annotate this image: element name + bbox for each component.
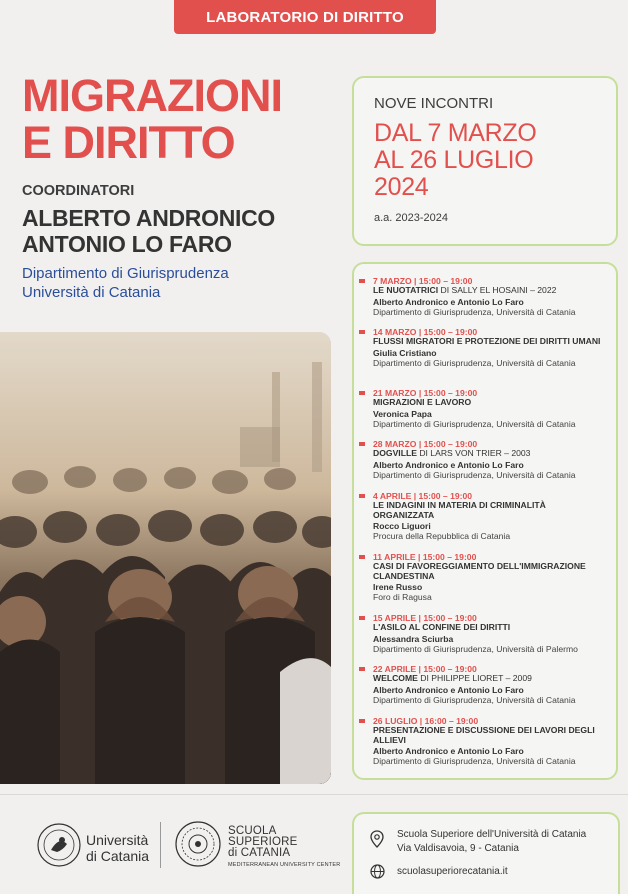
ssc-logo-text bbox=[228, 826, 298, 859]
event-item bbox=[373, 327, 609, 368]
event-speaker: Alberto Andronico e Antonio Lo Faro bbox=[373, 459, 524, 470]
event-item bbox=[373, 716, 609, 766]
event-title-main: FLUSSI MIGRATORI E PROTEZIONE DEI DIRITTI UMANI bbox=[373, 336, 601, 346]
bullet-marker bbox=[359, 330, 365, 334]
event-title bbox=[373, 562, 609, 581]
ssc-line: di CATANIA bbox=[228, 847, 291, 859]
ssc-line: SUPERIORE bbox=[228, 836, 298, 848]
event-speaker: Alessandra Sciurba bbox=[373, 633, 454, 644]
event-title-rest: DI SALLY EL HOSAINI – 2022 bbox=[438, 285, 557, 295]
event-title-main: L'ASILO AL CONFINE DEI DIRITTI bbox=[373, 622, 511, 632]
date-range bbox=[374, 120, 536, 201]
event-item bbox=[373, 388, 609, 429]
event-affiliation: Foro di Ragusa bbox=[373, 592, 432, 603]
event-speaker: Irene Russo bbox=[373, 582, 423, 593]
event-speaker: Alberto Andronico e Antonio Lo Faro bbox=[373, 684, 524, 695]
event-affiliation: Dipartimento di Giurisprudenza, Università di Catania bbox=[373, 756, 576, 767]
event-item bbox=[373, 613, 609, 654]
bullet-marker bbox=[359, 719, 365, 723]
event-title bbox=[373, 726, 609, 745]
bullet-marker bbox=[359, 494, 365, 498]
ssc-emblem-icon bbox=[170, 818, 226, 870]
meetings-count: NOVE INCONTRI bbox=[374, 95, 494, 112]
crowd-illustration bbox=[0, 332, 331, 784]
event-item bbox=[373, 276, 609, 317]
event-title bbox=[373, 337, 609, 347]
date-range-line: AL 26 LUGLIO bbox=[374, 146, 534, 174]
address-line: Via Valdisavoia, 9 - Catania bbox=[397, 843, 519, 854]
event-title bbox=[373, 674, 609, 684]
bullet-marker bbox=[359, 391, 365, 395]
coordinators-department bbox=[22, 264, 229, 302]
bullet-marker bbox=[359, 442, 365, 446]
event-date: 7 MARZO | 15:00 – 19:00 bbox=[373, 276, 473, 286]
event-speaker: Giulia Cristiano bbox=[373, 347, 437, 358]
coordinator-name: ANTONIO LO FARO bbox=[22, 231, 232, 257]
date-range-line: 2024 bbox=[374, 173, 429, 201]
event-title-main: WELCOME bbox=[373, 673, 418, 683]
event-speaker: Rocco Liguori bbox=[373, 521, 431, 532]
event-title-main: MIGRAZIONI E LAVORO bbox=[373, 397, 472, 407]
event-title bbox=[373, 623, 609, 633]
event-title bbox=[373, 449, 609, 459]
address bbox=[397, 828, 586, 856]
event-item bbox=[373, 552, 609, 602]
coordinator-name: ALBERTO ANDRONICO bbox=[22, 205, 276, 231]
event-date: 15 APRILE | 15:00 – 19:00 bbox=[373, 613, 477, 623]
event-affiliation: Dipartimento di Giurisprudenza, Università di Catania bbox=[373, 357, 576, 368]
dates-box bbox=[352, 76, 618, 246]
event-date: 26 LUGLIO | 16:00 – 19:00 bbox=[373, 716, 479, 726]
event-title-main: LE NUOTATRICI bbox=[373, 285, 439, 295]
event-title bbox=[373, 501, 609, 520]
dept-line: Università di Catania bbox=[22, 284, 161, 301]
event-date: 22 APRILE | 15:00 – 19:00 bbox=[373, 664, 477, 674]
event-affiliation: Procura della Repubblica di Catania bbox=[373, 531, 511, 542]
date-range-line: DAL 7 MARZO bbox=[374, 119, 537, 147]
coordinators-names bbox=[22, 205, 275, 257]
event-date: 4 APRILE | 15:00 – 19:00 bbox=[373, 491, 473, 501]
schedule-box bbox=[352, 262, 618, 780]
event-date: 21 MARZO | 15:00 – 19:00 bbox=[373, 388, 478, 398]
bullet-marker bbox=[359, 279, 365, 283]
event-date: 11 APRILE | 15:00 – 19:00 bbox=[373, 552, 477, 562]
crowd-photo bbox=[0, 332, 331, 784]
unict-seal-icon bbox=[36, 822, 82, 868]
coordinators-label: COORDINATORI bbox=[22, 183, 135, 199]
event-title-main: LE INDAGINI IN MATERIA DI CRIMINALITÀ ORGANIZZATA bbox=[373, 500, 546, 520]
event-affiliation: Dipartimento di Giurisprudenza, Università di Catania bbox=[373, 306, 576, 317]
event-affiliation: Dipartimento di Giurisprudenza, Università di Catania bbox=[373, 469, 576, 480]
logo-divider bbox=[160, 822, 161, 868]
event-item bbox=[373, 491, 609, 541]
event-title-rest: DI LARS VON TRIER – 2003 bbox=[416, 448, 531, 458]
event-item bbox=[373, 664, 609, 705]
event-speaker: Alberto Andronico e Antonio Lo Faro bbox=[373, 296, 524, 307]
event-speaker: Veronica Papa bbox=[373, 408, 432, 419]
ssc-subtitle: MEDITERRANEAN UNIVERSITY CENTER bbox=[228, 862, 341, 868]
event-date: 28 MARZO | 15:00 – 19:00 bbox=[373, 439, 478, 449]
event-item bbox=[373, 439, 609, 480]
bullet-marker bbox=[359, 667, 365, 671]
main-title bbox=[22, 72, 282, 166]
footer-divider bbox=[0, 794, 628, 795]
unict-logo-text bbox=[86, 832, 149, 864]
unict-line: Università bbox=[86, 832, 149, 848]
event-speaker: Alberto Andronico e Antonio Lo Faro bbox=[373, 746, 524, 757]
contact-box bbox=[352, 812, 620, 894]
event-title bbox=[373, 286, 609, 296]
website-link[interactable]: scuolasuperiorecatania.it bbox=[397, 866, 508, 877]
globe-icon bbox=[370, 864, 385, 879]
dept-line: Dipartimento di Giurisprudenza bbox=[22, 265, 229, 282]
event-affiliation: Dipartimento di Giurisprudenza, Università di Palermo bbox=[373, 643, 578, 654]
ssc-line: SCUOLA bbox=[228, 825, 277, 837]
event-title-rest: DI PHILIPPE LIORET – 2009 bbox=[417, 673, 532, 683]
event-affiliation: Dipartimento di Giurisprudenza, Università di Catania bbox=[373, 694, 576, 705]
top-banner: LABORATORIO DI DIRITTO bbox=[174, 0, 436, 34]
event-title-main: CASI DI FAVOREGGIAMENTO DELL'IMMIGRAZIONE CLANDESTINA bbox=[373, 561, 586, 581]
event-title-main: PRESENTAZIONE E DISCUSSIONE DEI LAVORI DEGLI ALLIEVI bbox=[373, 725, 595, 745]
bullet-marker bbox=[359, 616, 365, 620]
event-title-main: DOGVILLE bbox=[373, 448, 417, 458]
academic-year: a.a. 2023-2024 bbox=[374, 212, 449, 224]
event-date: 14 MARZO | 15:00 – 19:00 bbox=[373, 327, 478, 337]
event-title bbox=[373, 398, 609, 408]
address-line: Scuola Superiore dell'Università di Catania bbox=[397, 829, 587, 840]
title-line-1: MIGRAZIONI bbox=[22, 70, 282, 121]
location-pin-icon bbox=[370, 830, 384, 848]
event-affiliation: Dipartimento di Giurisprudenza, Università di Catania bbox=[373, 418, 576, 429]
bullet-marker bbox=[359, 555, 365, 559]
unict-line: di Catania bbox=[86, 848, 150, 864]
title-line-2: E DIRITTO bbox=[22, 117, 235, 168]
